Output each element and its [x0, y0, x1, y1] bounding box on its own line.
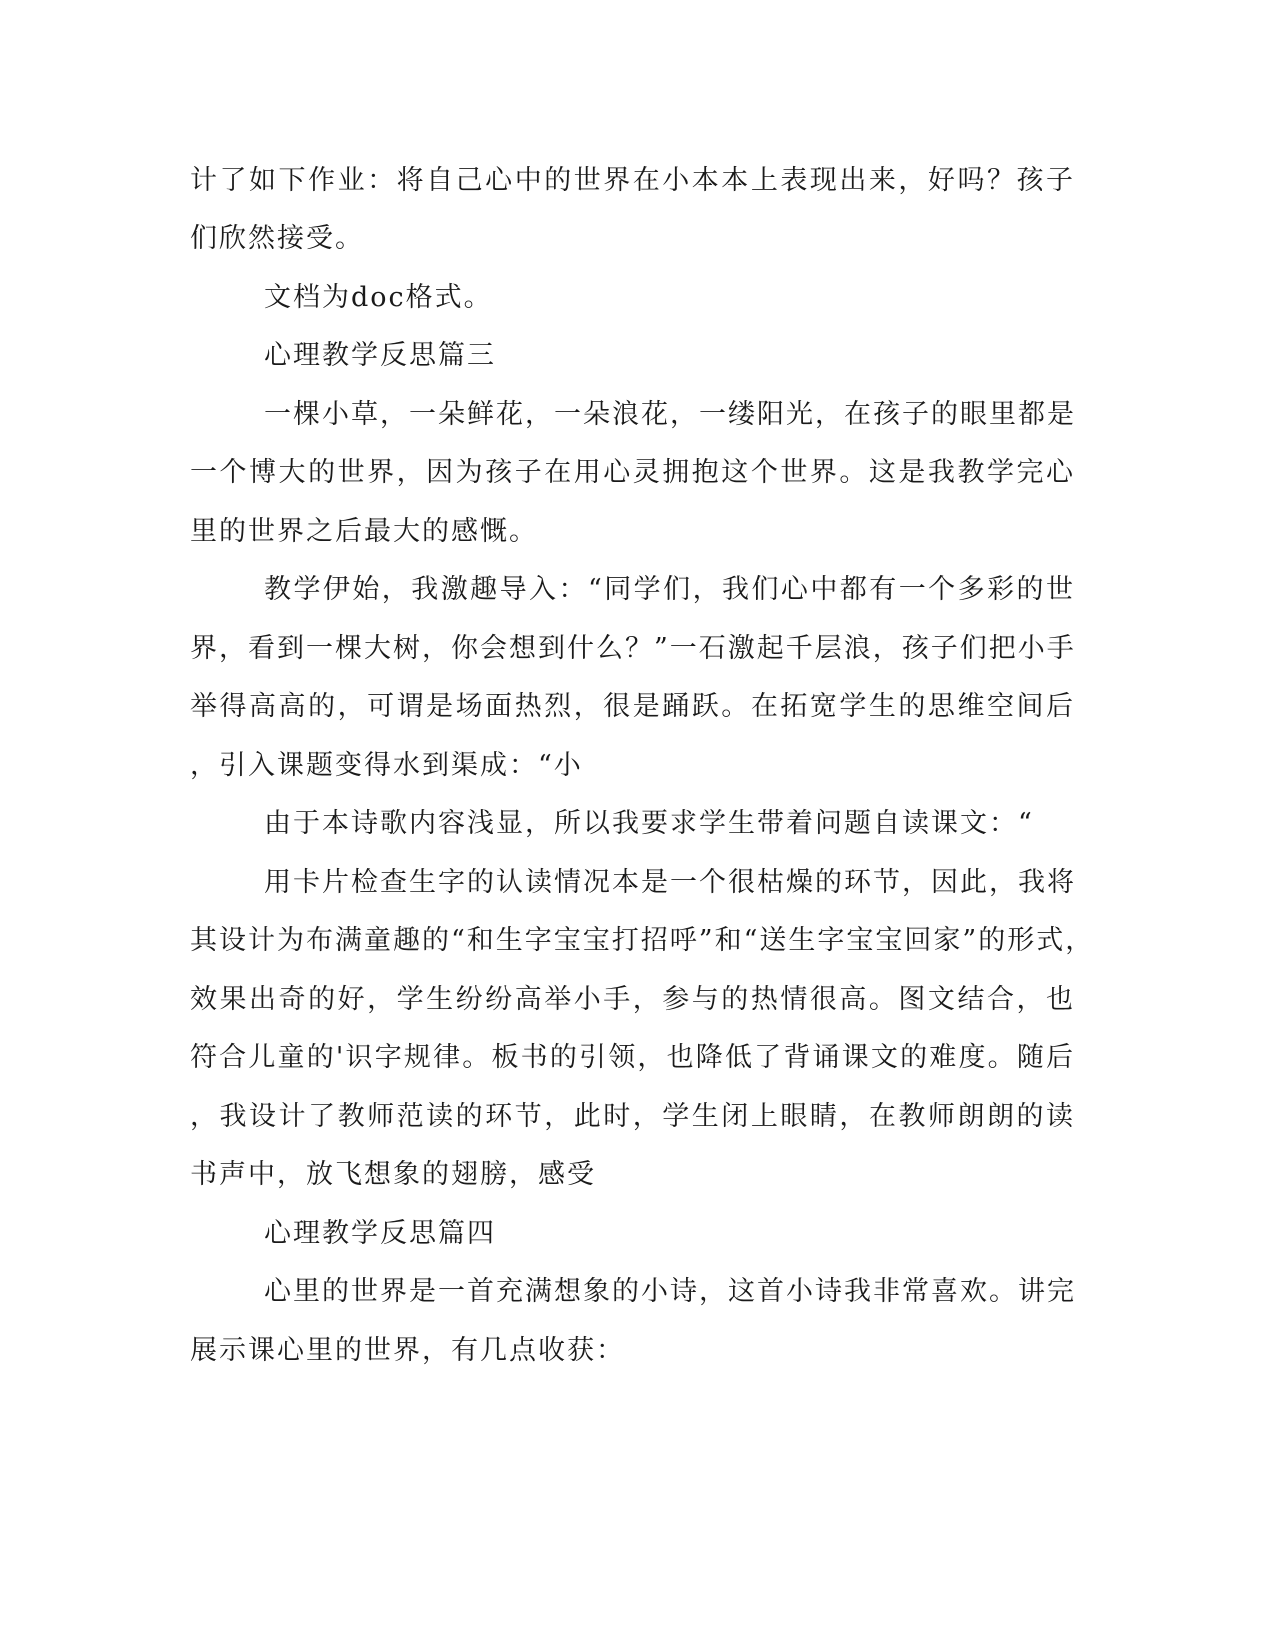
- text-line: 界，看到一棵大树，你会想到什么？”一石激起千层浪，孩子们把小手: [190, 633, 1076, 664]
- format-note: 文档为doc格式。: [264, 282, 493, 313]
- section-heading: 心理教学反思篇四: [264, 1218, 496, 1249]
- text-line: 心里的世界是一首充满想象的小诗，这首小诗我非常喜欢。讲完: [264, 1276, 1076, 1307]
- text-line: 一个博大的世界，因为孩子在用心灵拥抱这个世界。这是我教学完心: [190, 457, 1075, 488]
- text-line: 用卡片检查生字的认读情况本是一个很枯燥的环节，因此，我将: [264, 867, 1076, 898]
- section-heading: 心理教学反思篇三: [264, 340, 496, 371]
- text-line: ，我设计了教师范读的环节，此时，学生闭上眼睛，在教师朗朗的读: [190, 1101, 1075, 1132]
- text-line: 符合儿童的'识字规律。板书的引领，也降低了背诵课文的难度。随后: [190, 1042, 1075, 1073]
- text-line: 展示课心里的世界，有几点收获：: [190, 1335, 625, 1366]
- text-line: 书声中，放飞想象的翅膀，感受: [190, 1159, 596, 1190]
- text-line: 由于本诗歌内容浅显，所以我要求学生带着问题自读课文：“: [264, 808, 1034, 839]
- text-line: 举得高高的，可谓是场面热烈，很是踊跃。在拓宽学生的思维空间后: [190, 691, 1075, 722]
- text-line: 其设计为布满童趣的“和生字宝宝打招呼”和“送生字宝宝回家”的形式，: [190, 925, 1095, 956]
- text-line: 效果出奇的好，学生纷纷高举小手，参与的热情很高。图文结合，也: [190, 984, 1075, 1015]
- text-line: 计了如下作业：将自己心中的世界在小本本上表现出来，好吗？孩子: [190, 165, 1075, 196]
- text-line: 教学伊始，我激趣导入：“同学们，我们心中都有一个多彩的世: [264, 574, 1075, 605]
- text-line: ，引入课题变得水到渠成：“小: [190, 750, 583, 781]
- text-line: 们欣然接受。: [190, 223, 364, 254]
- text-line: 里的世界之后最大的感慨。: [190, 516, 538, 547]
- text-line: 一棵小草，一朵鲜花，一朵浪花，一缕阳光，在孩子的眼里都是: [264, 399, 1076, 430]
